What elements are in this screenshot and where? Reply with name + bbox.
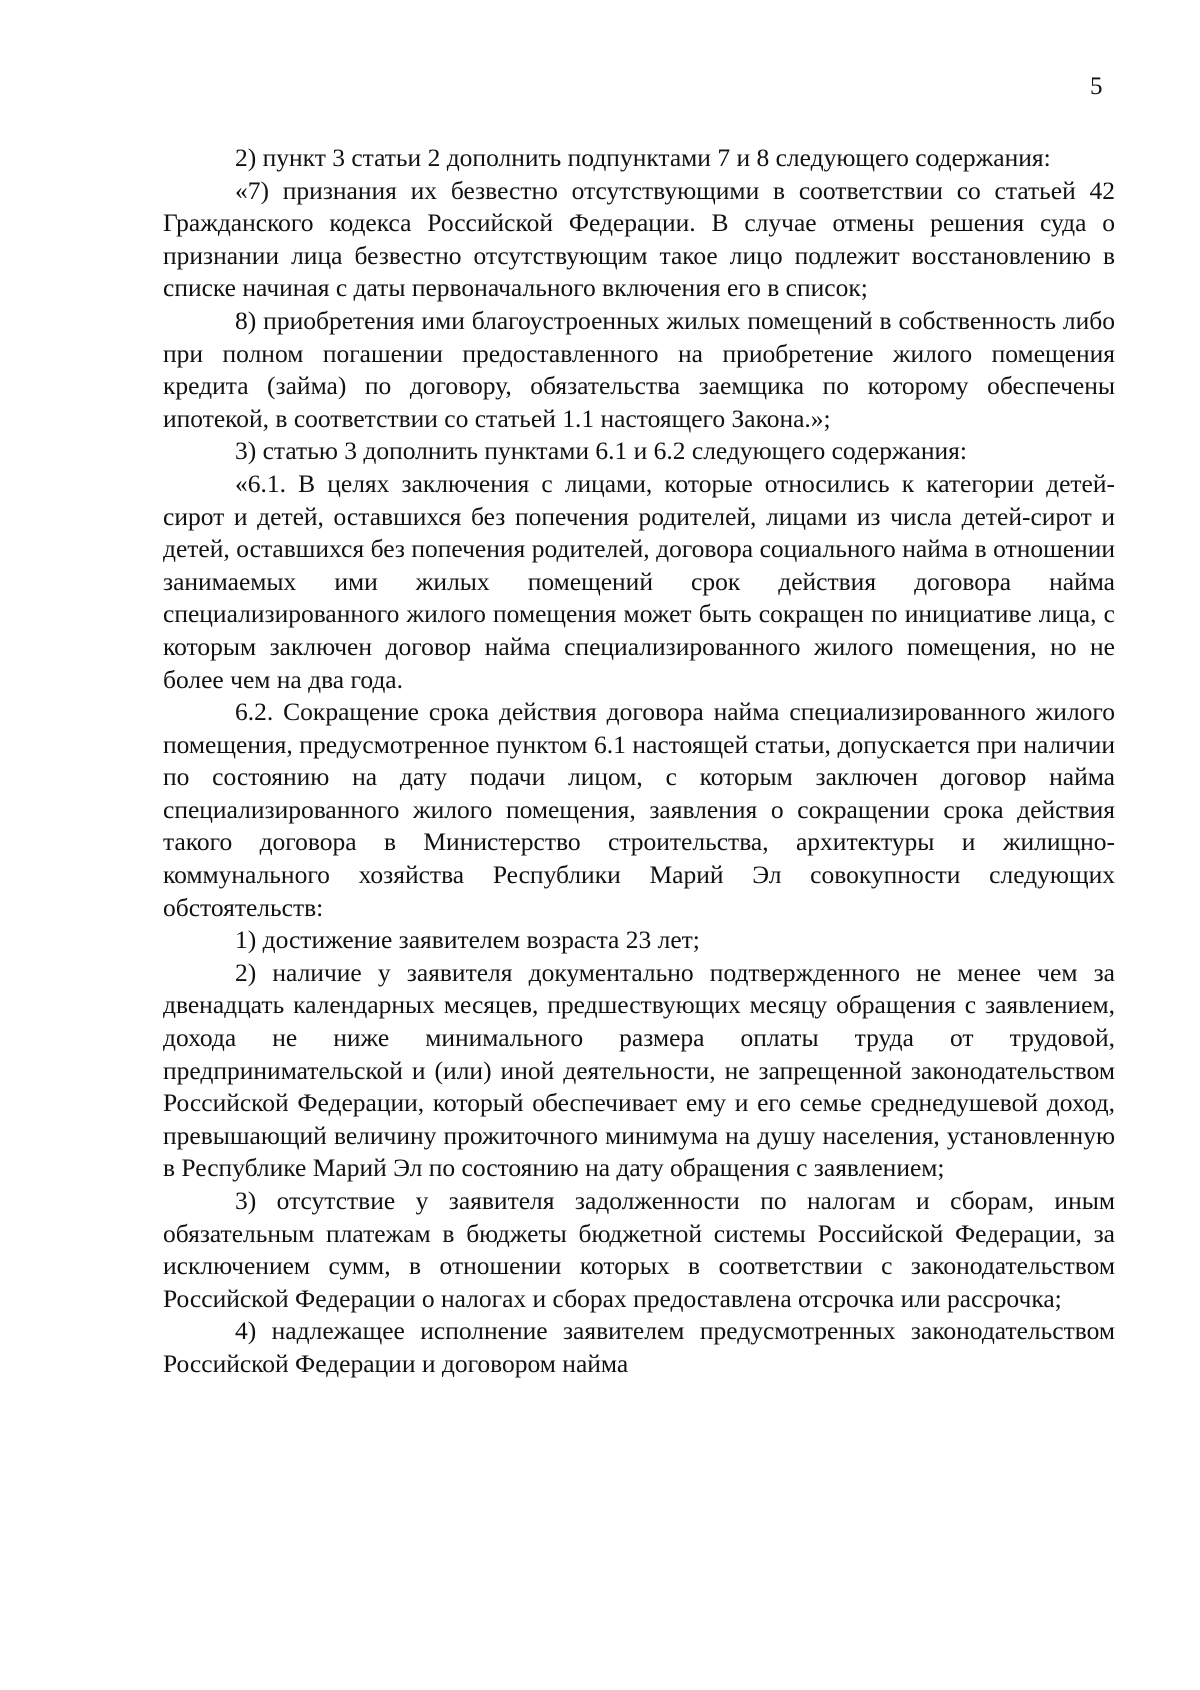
paragraph-condition-4: 4) надлежащее исполнение заявителем предусмотренных законодательством Российской Федерации и договором найма <box>163 1316 1115 1378</box>
paragraph-subitem-7: «7) признания их безвестно отсутствующими в соответствии со статьей 42 Гражданского кодекса Российской Федерации. В случае отмены решения суда о признании лица безвестно отсутствующим такое лицо подлежит восстановлению в списке начиная с даты первоначального включения его в список; <box>163 175 1115 303</box>
paragraph-clause-6-1: «6.1. В целях заключения с лицами, которые относились к категории детей-сирот и детей, оставшихся без попечения родителей, лицами из числа детей-сирот и детей, оставшихся без попечения родителей, договора социального найма в отношении занимаемых ими жилых помещений срок действия договора найма специализированного жилого помещения может быть сокращен по инициативе лица, с которым заключен договор найма специализированного жилого помещения, но не более чем на два года. <box>163 468 1115 694</box>
page-number: 5 <box>1090 73 1103 100</box>
paragraph-amendment-item-2: 2) пункт 3 статьи 2 дополнить подпунктами 7 и 8 следующего содержания: <box>235 143 1051 172</box>
paragraph-condition-2: 2) наличие у заявителя документально подтвержденного не менее чем за двенадцать календарных месяцев, предшествующих месяцу обращения с заявлением, дохода не ниже минимального размера оплаты труда от трудовой, предпринимательской и (или) иной деятельности, не запрещенной законодательством Российской Федерации, который обеспечивает ему и его семье среднедушевой доход, превышающий величину прожиточного минимума на душу населения, установленную в Республике Марий Эл по состоянию на дату обращения с заявлением; <box>163 957 1115 1183</box>
document-body <box>163 142 1115 1381</box>
paragraph-subitem-8: 8) приобретения ими благоустроенных жилых помещений в собственность либо при полном погашении предоставленного на приобретение жилого помещения кредита (займа) по договору, обязательства заемщика по которому обеспечены ипотекой, в соответствии со статьей 1.1 настоящего Закона.»; <box>163 305 1115 433</box>
paragraph-clause-6-2: 6.2. Сокращение срока действия договора найма специализированного жилого помещения, предусмотренное пунктом 6.1 настоящей статьи, допускается при наличии по состоянию на дату подачи лицом, с которым заключен договор найма специализированного жилого помещения, заявления о сокращении срока действия такого договора в Министерство строительства, архитектуры и жилищно-коммунального хозяйства Республики Марий Эл совокупности следующих обстоятельств: <box>163 697 1115 922</box>
paragraph-condition-1: 1) достижение заявителем возраста 23 лет; <box>235 925 700 955</box>
paragraph-condition-3: 3) отсутствие у заявителя задолженности по налогам и сборам, иным обязательным платежам в бюджеты бюджетной системы Российской Федерации, за исключением сумм, в отношении которых в соответствии с законодательством Российской Федерации о налогах и сборах предоставлена отсрочка или рассрочка; <box>163 1186 1115 1313</box>
paragraph-amendment-item-3: 3) статью 3 дополнить пунктами 6.1 и 6.2 следующего содержания: <box>235 436 967 466</box>
